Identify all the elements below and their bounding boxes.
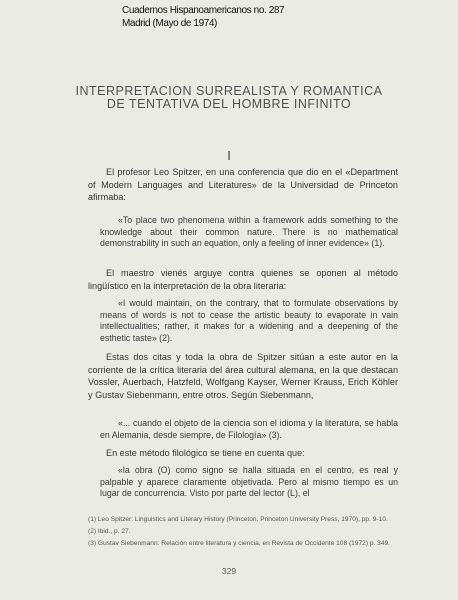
block-quote-3 — [100, 418, 398, 441]
quote-text: «... cuando el objeto de la ciencia son el idioma y la literatura, se habla en Alemania, desde siempre, de Filología» (3). — [100, 418, 398, 440]
title-line-1: INTERPRETACION SURREALISTA Y ROMANTICA — [75, 84, 383, 98]
article-title — [0, 85, 458, 111]
title-line-2: DE TENTATIVA DEL HOMBRE INFINITO — [106, 97, 352, 111]
footnotes — [88, 514, 402, 550]
footnote-1: (1) Leo Spitzer: Linguistics and Literary History (Princeton, Princeton University Press, 1970), pp. 9-10. — [88, 516, 388, 523]
footnote-3: (3) Gustav Siebenmann: Relación entre literatura y ciencia, en Revista de Occidente 108 (1972) p. 349. — [88, 540, 391, 547]
body-paragraph-4 — [88, 447, 398, 460]
body-paragraph-1 — [88, 166, 398, 204]
footnote-2: (2) Ibid., p. 27. — [88, 528, 131, 535]
paragraph-text: El profesor Leo Spitzer, en una conferencia que dio en el «Department of Modern Languages and Literatures» de la Universidad de Princeton afirmaba: — [88, 167, 398, 203]
section-number: I — [227, 148, 231, 163]
quote-text: «la obra (O) como signo se halla situada en el centro, es real y palpable y aparece claramente objetivada. Pero al mismo tiempo es un lugar de concurrencia. Visto por parte del lector (L), el — [100, 465, 398, 499]
paragraph-text: El maestro vienés arguye contra quienes se oponen al método lingüístico en la interpretación de la obra literaria: — [88, 268, 398, 291]
source-stamp — [122, 5, 284, 30]
quote-text: «I would maintain, on the contrary, that to formulate observations by means of words is not to cease the artistic beauty to evaporate in vain intellectualities; rather, it makes for a widening and a deepening of the esthetic taste» (2). — [100, 298, 398, 343]
block-quote-4 — [100, 465, 398, 500]
source-journal: Cuadernos Hispanoamericanos no. 287 — [122, 5, 285, 16]
block-quote-1 — [100, 215, 398, 250]
body-paragraph-2 — [88, 267, 398, 292]
quote-text: «To place two phenomena within a framework adds something to the knowledge about their common nature. There is no mathematical demonstrability in such an equation, only a feeling of inner evidence» (1). — [100, 215, 398, 249]
body-paragraph-3 — [88, 351, 398, 401]
page-number: 329 — [221, 566, 237, 576]
block-quote-2 — [100, 298, 398, 344]
source-date: Madrid (Mayo de 1974) — [122, 17, 217, 29]
paragraph-text: En este método filológico se tiene en cuenta que: — [106, 448, 305, 458]
paragraph-text: Estas dos citas y toda la obra de Spitzer sitúan a este autor en la corriente de la crítica literaria del área cultural alemana, en la que destacan Vossler, Auerbach, Hatzfeld, Wolfgang Kayser, Werner Krauss, Erich Köhler y Gustav Siebenmann, entre otros. Según Siebenmann, — [88, 352, 398, 400]
